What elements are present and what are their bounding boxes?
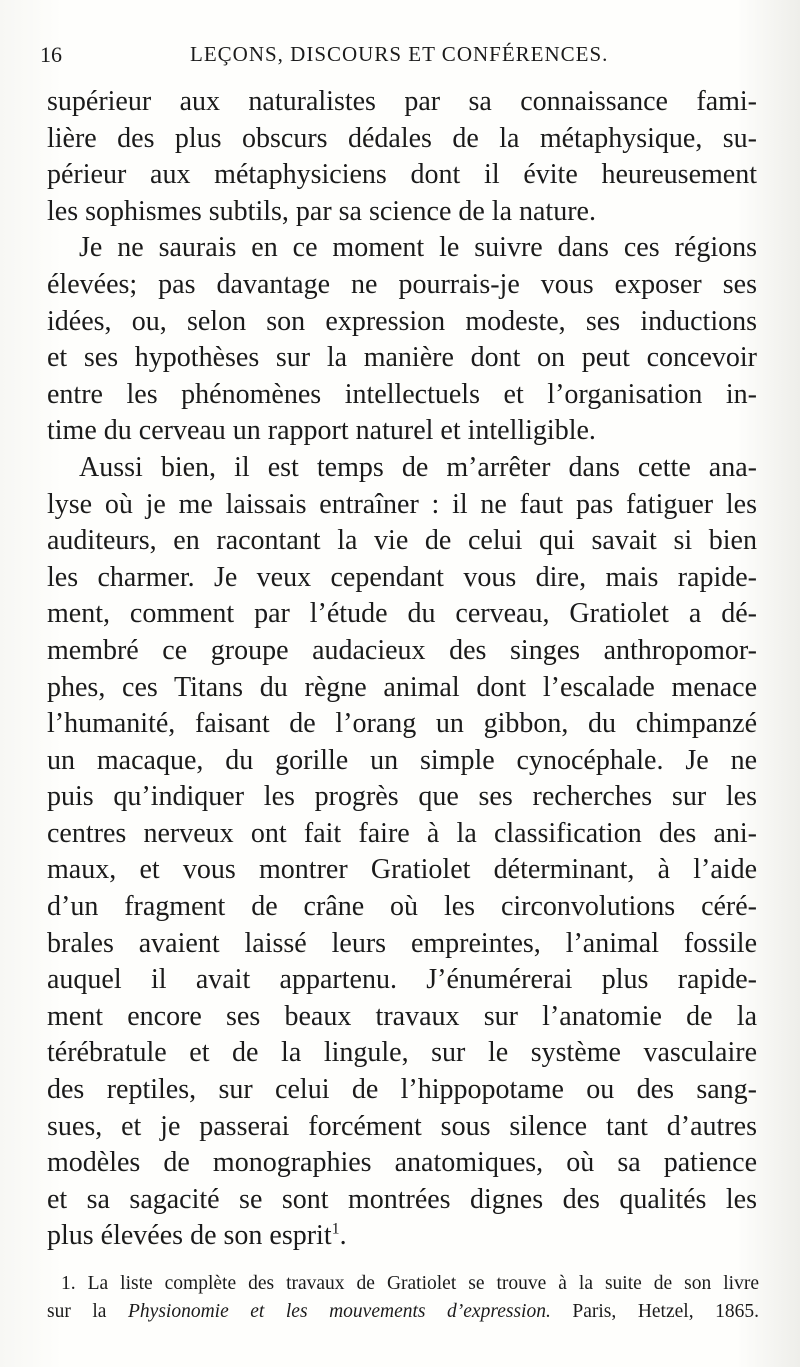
- text-line: brales avaient laissé leurs empreintes, l’animal fossile: [47, 927, 757, 959]
- text-line: des reptiles, sur celui de l’hippopotame ou des sang-: [47, 1074, 757, 1106]
- text-line: centres nerveux ont fait faire à la classification des ani-: [47, 817, 757, 849]
- footnote-text: sur la: [47, 1301, 128, 1322]
- text-line: Aussi bien, il est temps de m’arrêter dans cette ana-: [79, 451, 757, 483]
- text-line: périeur aux métaphysiciens dont il évite heureusement: [47, 159, 757, 191]
- text-line: et sa sagacité se sont montrées dignes des qualités les: [47, 1183, 757, 1215]
- page-header: [40, 42, 760, 72]
- text-line: lyse où je me laissais entraîner : il ne faut pas fatiguer les: [47, 488, 757, 520]
- text-line: membré ce groupe audacieux des singes anthropomor-: [47, 634, 757, 666]
- text-line: puis qu’indiquer les progrès que ses recherches sur les: [47, 781, 757, 813]
- footnote-text: Paris, Hetzel, 1865.: [550, 1301, 759, 1322]
- text-line: idées, ou, selon son expression modeste, ses inductions: [47, 305, 757, 337]
- body-text: [47, 84, 757, 1255]
- text-line: entre les phénomènes intellectuels et l’organisation in-: [47, 378, 757, 410]
- text-line: Je ne saurais en ce moment le suivre dans ces régions: [79, 232, 757, 264]
- text-line: et ses hypothèses sur la manière dont on peut concevoir: [47, 342, 757, 374]
- text-line: d’un fragment de crâne où les circonvolutions céré-: [47, 891, 757, 923]
- text-line: lière des plus obscurs dédales de la métaphysique, su-: [47, 122, 757, 154]
- text-line: auditeurs, en racontant la vie de celui qui savait si bien: [47, 525, 757, 557]
- text-line-content: plus élevées de son esprit: [47, 1220, 332, 1252]
- text-line: time du cerveau un rapport naturel et intelligible.: [47, 415, 596, 447]
- text-line: phes, ces Titans du règne animal dont l’escalade menace: [47, 671, 757, 703]
- final-punctuation: .: [339, 1220, 347, 1252]
- text-line: les sophismes subtils, par sa science de la nature.: [47, 195, 596, 227]
- text-line: térébratule et de la lingule, sur le système vasculaire: [47, 1037, 757, 1069]
- running-title: LEÇONS, DISCOURS ET CONFÉRENCES.: [190, 42, 609, 66]
- text-line: ment encore ses beaux travaux sur l’anatomie de la: [47, 1000, 757, 1032]
- text-line: sues, et je passerai forcément sous silence tant d’autres: [47, 1110, 757, 1142]
- text-line: supérieur aux naturalistes par sa connaissance fami-: [47, 86, 757, 117]
- book-title: Physionomie et les mouvements d’expression.: [128, 1301, 551, 1322]
- footnote-line: 1. La liste complète des travaux de Gratiolet se trouve à la suite de son livre: [61, 1273, 759, 1294]
- footnote-marker: 1: [331, 1221, 340, 1239]
- text-line: les charmer. Je veux cependant vous dire, mais rapide-: [47, 561, 757, 593]
- text-line: ment, comment par l’étude du cerveau, Gratiolet a dé-: [47, 598, 757, 630]
- text-line: maux, et vous montrer Gratiolet déterminant, à l’aide: [47, 854, 757, 886]
- text-line-final: [47, 1218, 757, 1255]
- footnote-line: [47, 1298, 759, 1326]
- text-line: élevées; pas davantage ne pourrais-je vous exposer ses: [47, 268, 757, 300]
- footnote: [47, 1270, 759, 1326]
- text-line: modèles de monographies anatomiques, où sa patience: [47, 1147, 757, 1179]
- text-line: l’humanité, faisant de l’orang un gibbon, du chimpanzé: [47, 708, 757, 740]
- text-line: un macaque, du gorille un simple cynocéphale. Je ne: [47, 744, 757, 776]
- page-number: 16: [40, 42, 62, 67]
- text-line: auquel il avait appartenu. J’énumérerai plus rapide-: [47, 964, 757, 996]
